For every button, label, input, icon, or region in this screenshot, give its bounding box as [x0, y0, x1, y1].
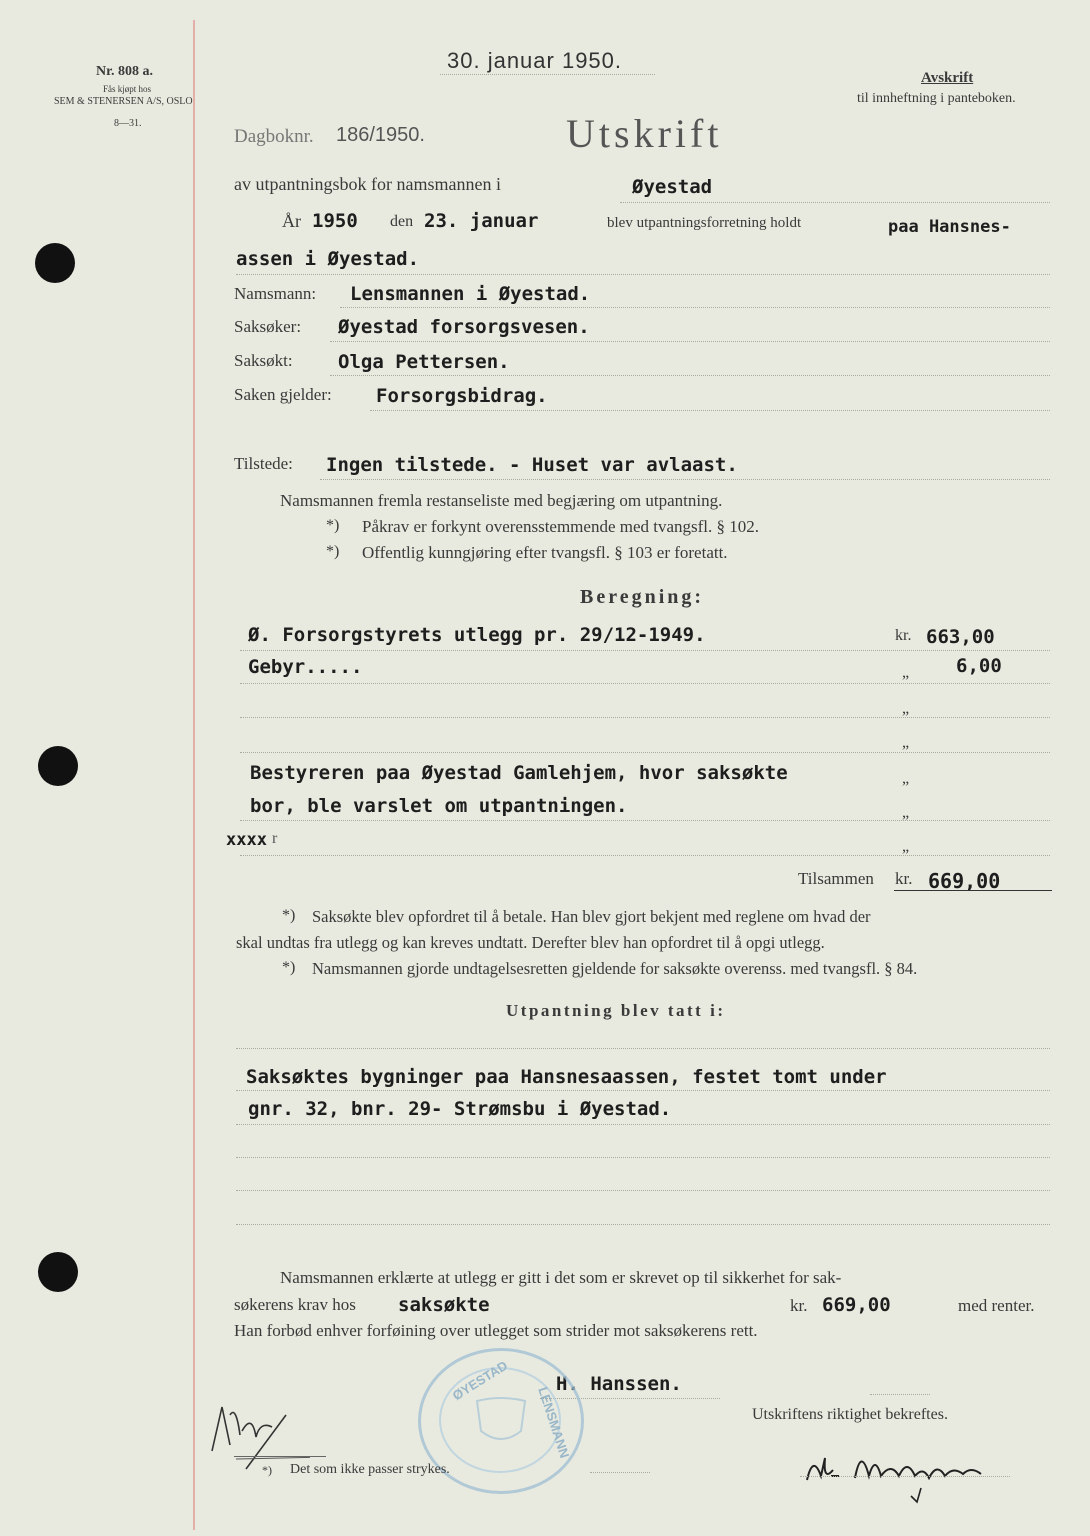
closing-amount: 669,00 [822, 1294, 891, 1316]
beregning-underline-2 [240, 683, 1050, 684]
stamp-emblem [471, 1395, 531, 1449]
held-text: blev utpantningsforretning holdt [607, 215, 802, 231]
footnote-1a: Saksøkte blev opfordret til å betale. Han blev gjort bekjent med reglene om hvad der [312, 907, 871, 926]
place-line-1: paa Hansnes- [888, 217, 1011, 237]
signature-line-2 [800, 1476, 1010, 1477]
beregning-note-2: bor, ble varslet om utpantningen. [250, 795, 628, 817]
utpantning-heading: Utpantning blev tatt i: [506, 1001, 726, 1020]
footer-dots [590, 1472, 650, 1473]
ditto-mark-5: „ [902, 804, 910, 821]
namsmann-value: Lensmannen i Øyestad. [350, 283, 591, 305]
year-value: 1950 [312, 210, 358, 232]
beregning-underline-4 [240, 752, 1050, 753]
publisher-line-2: SEM & STENERSEN A/S, OSLO [54, 96, 193, 107]
utpantning-underline-3 [236, 1124, 1050, 1125]
beregning-underline-6 [240, 855, 1050, 856]
handwritten-signature [795, 1436, 1015, 1506]
tilstede-paragraph-2: Påkrav er forkynt overensstemmende med tvangsfl. § 102. [362, 517, 760, 536]
beregning-kr-label: kr. [895, 627, 912, 644]
tilstede-underline [320, 479, 1050, 480]
beregning-underline-1 [240, 650, 1050, 651]
utpantning-underline-1 [236, 1048, 1050, 1049]
utpantning-underline-4 [236, 1157, 1050, 1158]
date-underline [440, 74, 655, 75]
saken-value: Forsorgsbidrag. [376, 385, 548, 407]
footer-rule [234, 1456, 326, 1457]
ditto-mark-2: „ [902, 700, 910, 717]
dagboknr-value: 186/1950. [336, 124, 425, 146]
closing-line-2-suffix: med renter. [958, 1296, 1035, 1315]
saksokt-value: Olga Pettersen. [338, 351, 510, 373]
punch-hole-bottom [38, 1252, 78, 1292]
utpantning-underline-6 [236, 1224, 1050, 1225]
footnote-mark-2: *) [282, 959, 296, 976]
stamp-text-side: LENSMANN [535, 1385, 573, 1460]
saksoker-value: Øyestad forsorgsvesen. [338, 316, 590, 338]
punch-hole-middle [38, 746, 78, 786]
total-underline [894, 890, 1052, 891]
saksokt-label: Saksøkt: [234, 351, 293, 370]
namsmann-underline [340, 307, 1050, 308]
place-line-2: assen i Øyestad. [236, 248, 420, 270]
document-title: Utskrift [566, 111, 723, 156]
form-number: Nr. 808 a. [96, 64, 154, 79]
utpantning-underline-2 [236, 1090, 1050, 1091]
struck-text: xxxx [226, 830, 267, 850]
closing-line-1: Namsmannen erklærte at utlegg er gitt i det som er skrevet op til sikkerhet for sak- [280, 1268, 842, 1287]
saksokt-underline [330, 375, 1050, 376]
certify-text: Utskriftens riktighet bekreftes. [752, 1406, 948, 1423]
footer-mark: *) [262, 1463, 272, 1477]
beregning-amount-1: 663,00 [926, 626, 995, 648]
beregning-underline-3 [240, 717, 1050, 718]
dagboknr-label: Dagboknr. [234, 126, 314, 147]
year-label: År [282, 211, 301, 231]
signed-by: H. Hanssen. [556, 1373, 682, 1395]
form-date: 8—31. [114, 118, 142, 129]
closing-debtor: saksøkte [398, 1294, 490, 1316]
beregning-underline-5 [240, 820, 1050, 821]
beregning-heading: Beregning: [580, 586, 705, 608]
place-underline [236, 274, 1050, 275]
den-label: den [390, 213, 414, 230]
saksoker-label: Saksøker: [234, 317, 302, 336]
intro-underline [620, 202, 1050, 203]
closing-kr-label: kr. [790, 1296, 808, 1315]
utpantning-line-2: gnr. 32, bnr. 29- Strømsbu i Øyestad. [248, 1098, 672, 1120]
struck-tail: r [272, 830, 278, 847]
footer-note: Det som ikke passer strykes. [290, 1462, 450, 1477]
total-amount: 669,00 [928, 869, 1001, 893]
beregning-note-1: Bestyreren paa Øyestad Gamlehjem, hvor saksøkte [250, 762, 788, 784]
avskrift-label: Avskrift [921, 70, 974, 86]
signature-line-right [870, 1394, 930, 1395]
ditto-mark-3: „ [902, 734, 910, 751]
ditto-mark-4: „ [902, 770, 910, 787]
tilstede-label: Tilstede: [234, 454, 293, 473]
avskrift-subtitle: til innheftning i panteboken. [857, 91, 1016, 106]
beregning-line-1: Ø. Forsorgstyrets utlegg pr. 29/12-1949. [248, 624, 706, 646]
closing-line-3: Han forbød enhver forføining over utlegget som strider mot saksøkerens rett. [234, 1321, 758, 1340]
saken-label: Saken gjelder: [234, 385, 332, 404]
footnote-mark-p2: *) [326, 517, 340, 534]
closing-line-2-prefix: søkerens krav hos [234, 1295, 356, 1314]
ditto-mark-1: „ [902, 664, 910, 681]
intro-line-prefix: av utpantningsbok for namsmannen i [234, 174, 501, 194]
document-date: 30. januar 1950. [447, 48, 623, 73]
day-value: 23. januar [424, 210, 539, 232]
footnote-mark-1: *) [282, 907, 296, 924]
footnote-1b: skal undtas fra utlegg og kan kreves undtatt. Derefter blev han opfordret til å opgi utlegg. [236, 933, 825, 952]
utpantning-line-1: Saksøktes bygninger paa Hansnesaassen, festet tomt under [246, 1066, 887, 1088]
tilstede-paragraph-1: Namsmannen fremla restanseliste med begjæring om utpantning. [280, 491, 723, 510]
margin-line [193, 20, 195, 1530]
saken-underline [370, 410, 1050, 411]
saksoker-underline [330, 341, 1050, 342]
footnote-mark-p3: *) [326, 543, 340, 560]
ditto-mark-6: „ [902, 838, 910, 855]
beregning-line-2: Gebyr..... [248, 656, 363, 678]
total-label: Tilsammen [798, 869, 874, 888]
beregning-amount-2: 6,00 [956, 655, 1002, 677]
publisher-line-1: Fås kjøpt hos [103, 84, 152, 94]
tilstede-paragraph-3: Offentlig kunngjøring efter tvangsfl. § 103 er foretatt. [362, 543, 728, 562]
tilstede-value: Ingen tilstede. - Huset var avlaast. [326, 454, 738, 476]
footnote-2: Namsmannen gjorde undtagelsesretten gjeldende for saksøkte overenss. med tvangsfl. § 84. [312, 959, 918, 978]
stamp-text-top: ØYESTAD [449, 1357, 511, 1404]
utpantning-underline-5 [236, 1190, 1050, 1191]
total-kr-label: kr. [895, 869, 913, 888]
punch-hole-top [35, 243, 75, 283]
namsmann-label: Namsmann: [234, 284, 317, 303]
municipality: Øyestad [632, 176, 713, 198]
